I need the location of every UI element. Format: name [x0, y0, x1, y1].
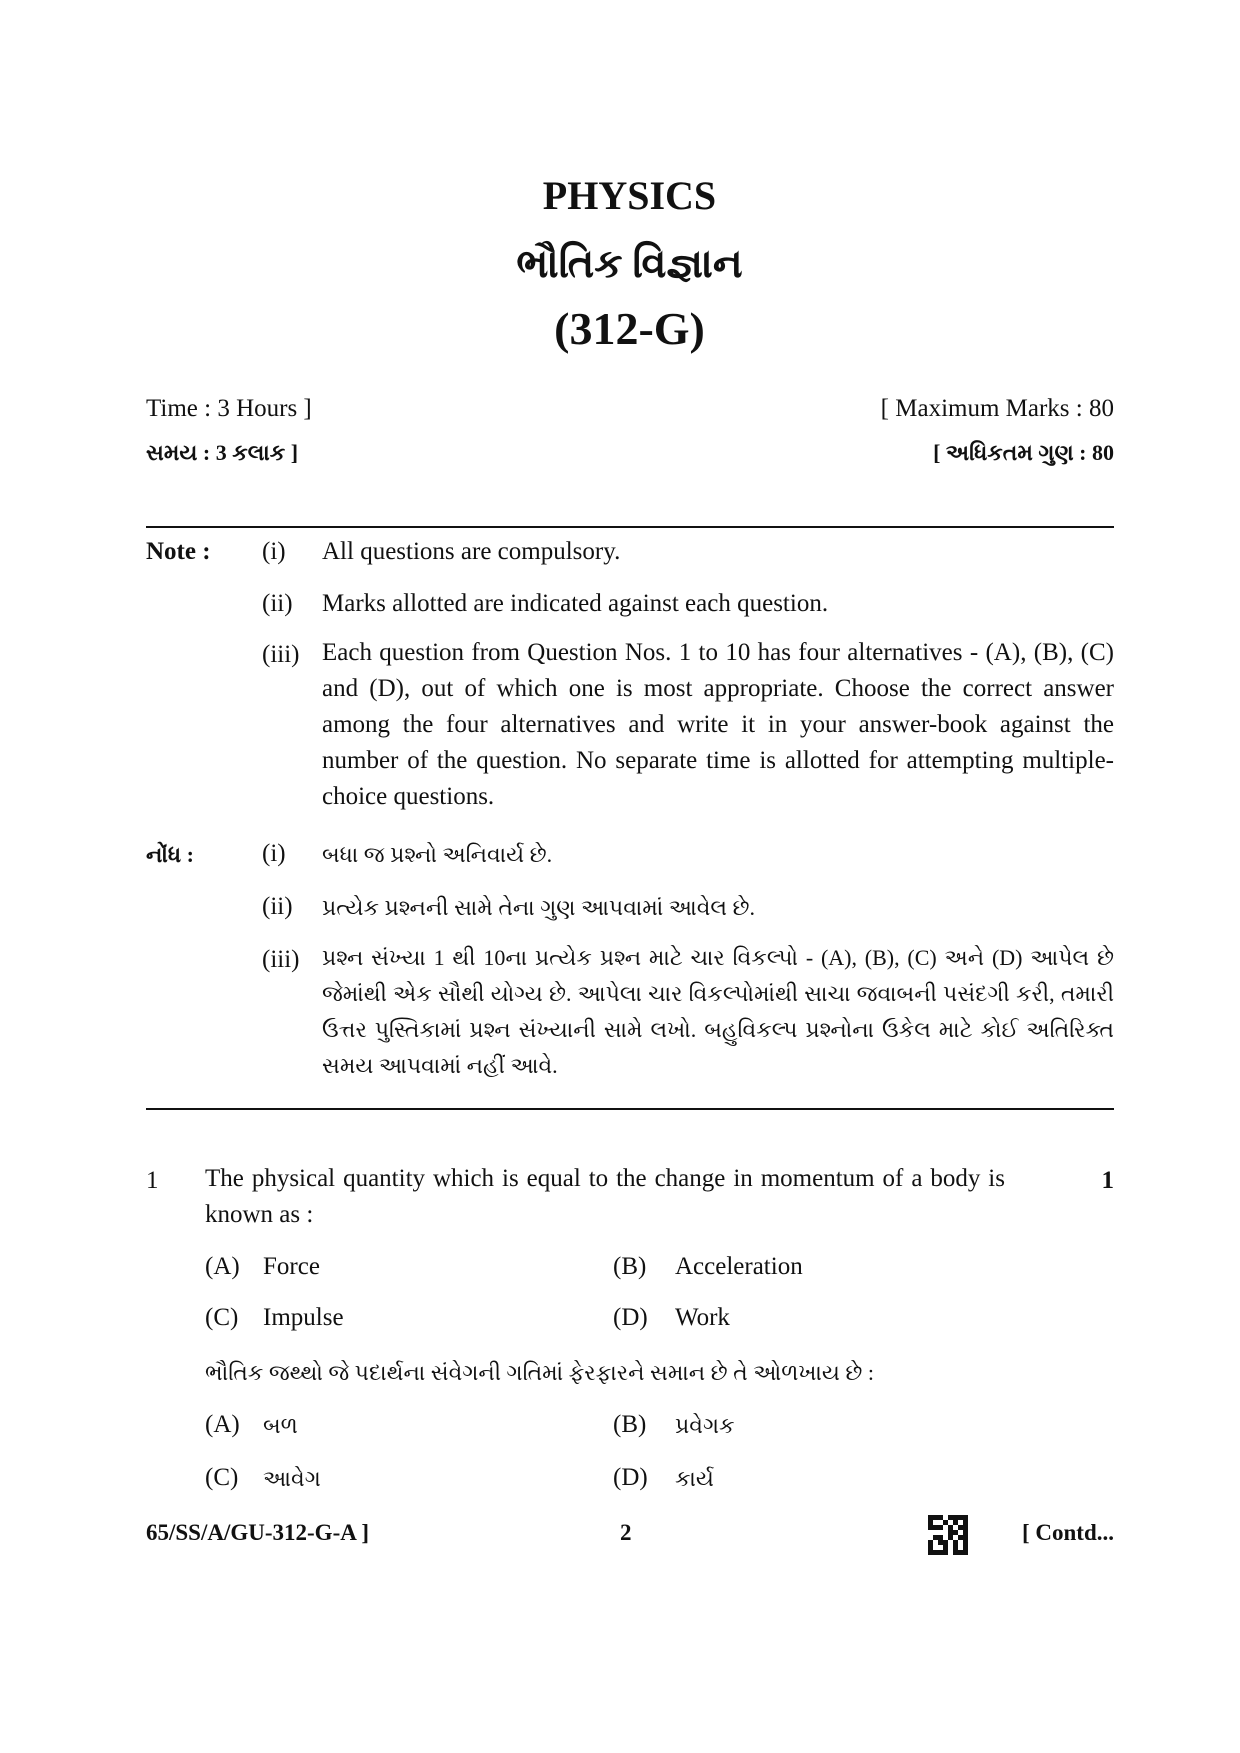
option-en-a-key: (A) — [205, 1253, 240, 1280]
option-en-d-key: (D) — [613, 1304, 648, 1331]
option-gu-a: બળ — [263, 1413, 298, 1438]
note-en-num-3: (iii) — [262, 641, 300, 668]
option-gu-c-key: (C) — [205, 1464, 239, 1491]
time-gujarati: સમય : 3 કલાક ] — [146, 440, 299, 465]
option-en-d: Work — [675, 1304, 730, 1331]
option-gu-d: કાર્ય — [675, 1466, 714, 1491]
page-number: 2 — [620, 1520, 632, 1545]
bottom-divider — [146, 1108, 1114, 1110]
option-en-a: Force — [263, 1253, 320, 1280]
note-en-num-1: (i) — [262, 538, 286, 565]
option-en-b: Acceleration — [675, 1253, 803, 1280]
question-marks: 1 — [1101, 1167, 1114, 1194]
option-en-c-key: (C) — [205, 1304, 239, 1331]
subject-title-gujarati: ભૌતિક વિજ્ઞાન — [516, 241, 743, 286]
option-gu-b-key: (B) — [613, 1411, 647, 1438]
top-divider — [146, 526, 1114, 528]
time-english: Time : 3 Hours ] — [146, 395, 312, 422]
note-en-text-3: Each question from Question Nos. 1 to 10 has four alternatives - (A), (B), (C) and (D), out of which one is most appropriate. Choose the correct answer among the four alternatives and write it in your answer-book against the number of the question. No separate time is allotted for attempting multiple-choice questions. — [322, 639, 1114, 810]
note-gu-text-3: પ્રશ્ન સંખ્યા 1 થી 10ના પ્રત્યેક પ્રશ્ન માટે ચાર વિકલ્પો - (A), (B), (C) અને (D) આપેલ છે જેમાંથી એક સૌથી યોગ્ય છે. આપેલા ચાર વિકલ્પોમાંથી સાચા જવાબની પસંદગી કરી, તમારી ઉત્તર પુસ્તિકામાં પ્રશ્ન સંખ્યાની સામે લખો. બહુવિકલ્પ પ્રશ્નોના ઉકેલ માટે કોઈ અતિરિક્ત સમય આપવામાં નહીં આવે. — [322, 945, 1114, 1078]
subject-title-english: PHYSICS — [542, 173, 717, 218]
subject-code: (312-G) — [554, 303, 705, 354]
qr-code-icon — [928, 1515, 968, 1555]
option-en-b-key: (B) — [613, 1253, 647, 1280]
max-marks-gujarati: [ અધિકતમ ગુણ : 80 — [933, 440, 1114, 465]
contd-label: [ Contd... — [1021, 1520, 1114, 1545]
note-label-gujarati: નોંધ : — [146, 842, 194, 867]
note-gu-num-1: (i) — [262, 840, 286, 867]
question-text-english: The physical quantity which is equal to the change in momentum of a body is known as : — [205, 1165, 1005, 1228]
note-gu-text-1: બધા જ પ્રશ્નો અનિવાર્ય છે. — [322, 842, 553, 867]
option-gu-d-key: (D) — [613, 1464, 648, 1491]
max-marks-english: [ Maximum Marks : 80 — [880, 395, 1114, 422]
question-text-gujarati: ભૌતિક જથ્થો જે પદાર્થના સંવેગની ગતિમાં ફેરફારને સમાન છે તે ઓળખાય છે : — [205, 1360, 875, 1385]
option-en-c: Impulse — [263, 1304, 344, 1331]
note-gu-text-2: પ્રત્યેક પ્રશ્નની સામે તેના ગુણ આપવામાં આવેલ છે. — [322, 895, 756, 920]
question-number: 1 — [146, 1167, 159, 1194]
note-label-english: Note : — [146, 538, 211, 565]
note-en-text-2: Marks allotted are indicated against each question. — [322, 590, 829, 617]
note-en-text-1: All questions are compulsory. — [322, 538, 621, 565]
option-gu-a-key: (A) — [205, 1411, 240, 1438]
note-gu-num-2: (ii) — [262, 893, 293, 920]
paper-code: 65/SS/A/GU-312-G-A ] — [146, 1520, 369, 1545]
note-en-num-2: (ii) — [262, 590, 293, 617]
note-gu-num-3: (iii) — [262, 946, 300, 973]
option-gu-c: આવેગ — [263, 1466, 321, 1491]
option-gu-b: પ્રવેગક — [675, 1413, 735, 1438]
